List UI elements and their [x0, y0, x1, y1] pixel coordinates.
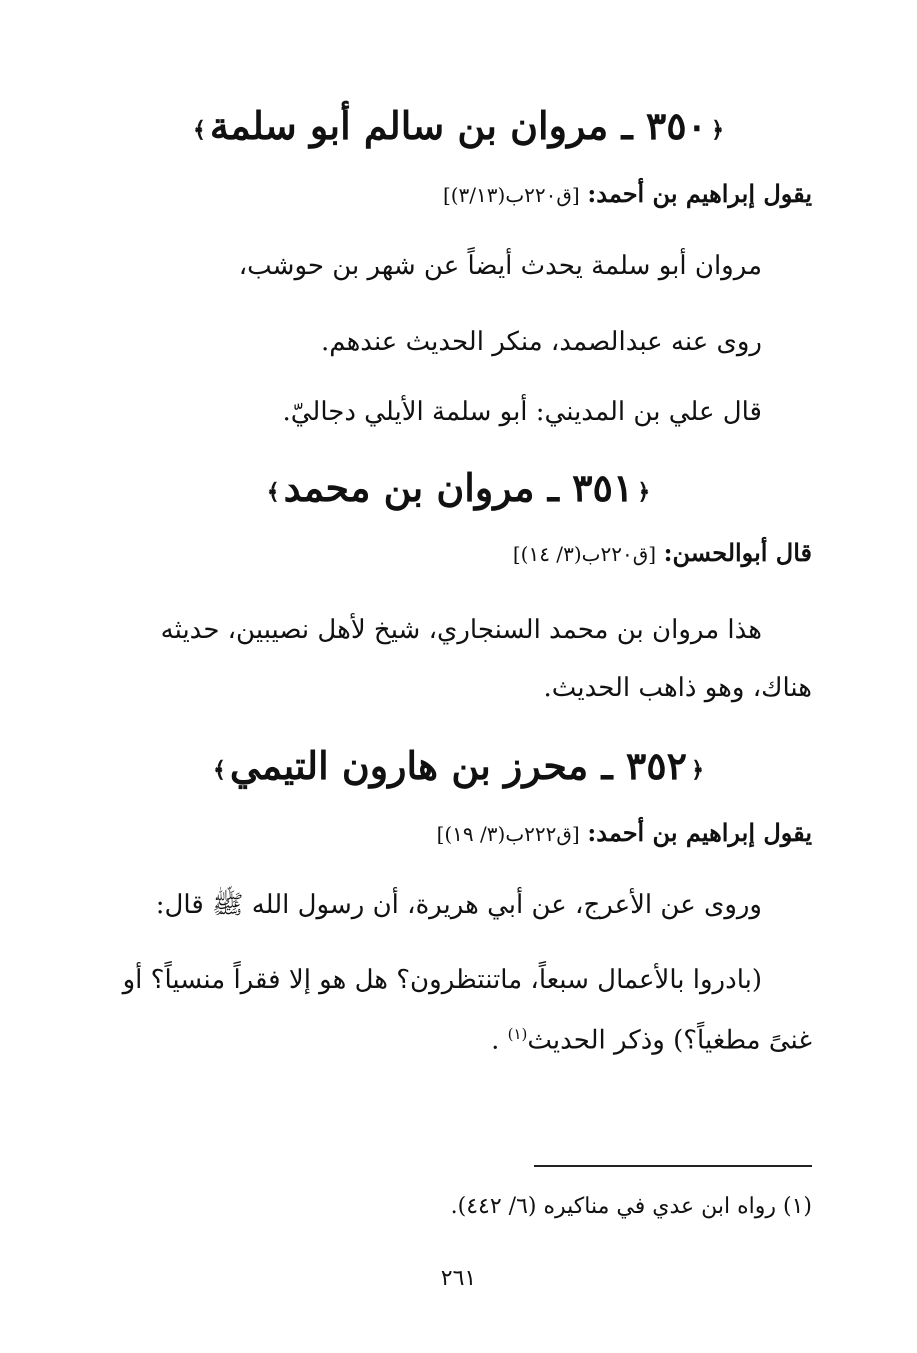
- entry-line-with-footnote: [130, 1014, 812, 1061]
- entry-heading-text: ٣٥١ ـ مروان بن محمد: [283, 465, 634, 510]
- entry-heading-350: [0, 98, 917, 158]
- entry-line: روى عنه عبدالصمد، منكر الحديث عندهم.: [321, 327, 762, 357]
- entry-line: مروان أبو سلمة يحدث أيضاً عن شهر بن حوشب،: [238, 251, 762, 281]
- entry-line: هذا مروان بن محمد السنجاري، شيخ لأهل نصيبين، حديثه: [160, 615, 762, 645]
- source-speaker: يقول إبراهيم بن أحمد:: [587, 179, 812, 208]
- entry-heading-351: [0, 460, 917, 520]
- ornament-open: ﴿: [691, 756, 704, 783]
- entry-source: [443, 176, 812, 213]
- source-reference: [ق٢٢٢ب(٣/ ١٩)]: [436, 822, 580, 846]
- entry-line: هناك، وهو ذاهب الحديث.: [543, 673, 812, 703]
- entry-heading-text: ٣٥٢ ـ محرز بن هارون التيمي: [229, 743, 688, 788]
- footnote-marker: (١): [507, 1025, 528, 1043]
- footnote-divider: [534, 1165, 812, 1167]
- entry-heading-352: [0, 738, 917, 798]
- source-reference: [ق٢٢٠ب(٣/ ١٤)]: [512, 542, 657, 566]
- entry-line: قال علي بن المديني: أبو سلمة الأيلي دجاليّ.: [282, 397, 762, 427]
- ornament-open: ﴿: [711, 116, 724, 143]
- source-speaker: قال أبوالحسن:: [663, 538, 812, 567]
- source-speaker: يقول إبراهيم بن أحمد:: [587, 818, 812, 847]
- source-reference: [ق٢٢٠ب(٣/١٣)]: [442, 183, 580, 207]
- entry-line: وروى عن الأعرج، عن أبي هريرة، أن رسول الله ﷺ قال:: [155, 890, 762, 920]
- ornament-open: ﴿: [637, 478, 651, 505]
- ornament-close: ﴾: [213, 756, 226, 783]
- ornament-close: ﴾: [193, 116, 206, 143]
- entry-source: [437, 815, 812, 852]
- entry-line-text: غنىً مطغياً؟) وذكر الحديث: [527, 1025, 812, 1056]
- line-period: .: [491, 1025, 500, 1056]
- page-number: ٢٦١: [440, 1266, 477, 1291]
- entry-heading-text: ٣٥٠ ـ مروان بن سالم أبو سلمة: [209, 103, 708, 148]
- ornament-close: ﴾: [266, 478, 280, 505]
- entry-source: [513, 535, 812, 572]
- entry-line: (بادروا بالأعمال سبعاً، ماتنتظرون؟ هل هو إلا فقراً منسياً؟ أو: [122, 965, 762, 995]
- footnote: (١) رواه ابن عدي في مناكيره (٦/ ٤٤٢).: [450, 1194, 812, 1219]
